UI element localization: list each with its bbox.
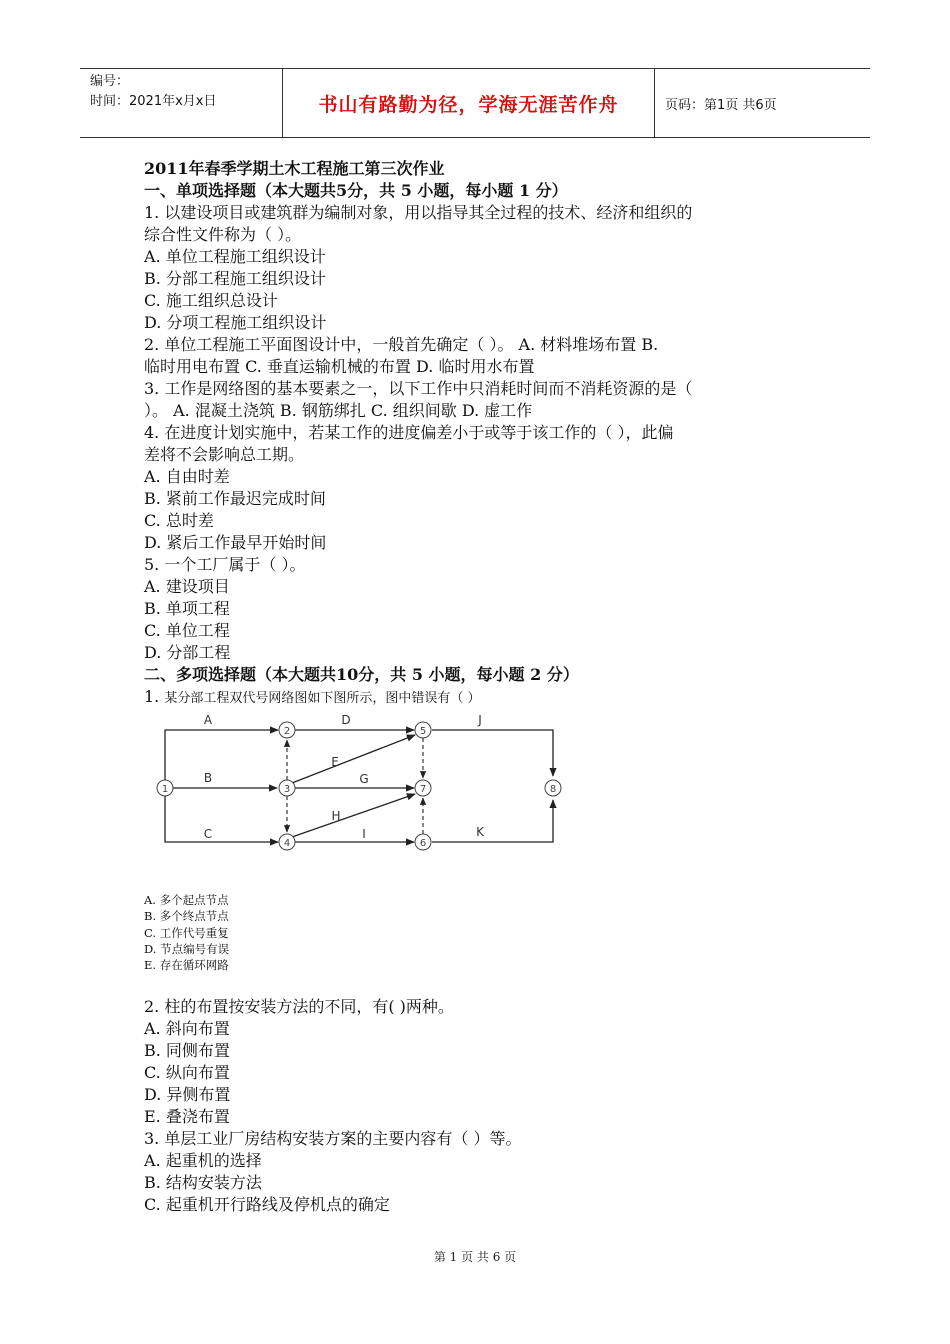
q4-option-d: D. 紧后工作最早开始时间 [144,533,327,552]
motto-text: 书山有路勤为径，学海无涯苦作舟 [318,93,619,116]
label-c: C [203,827,213,841]
mq2-option-d: D. 异侧布置 [144,1085,231,1104]
node-1-label: 1 [161,784,169,795]
edge-e [292,735,415,783]
mq3-option-a: A. 起重机的选择 [144,1151,262,1170]
document-body-continued [144,996,824,1216]
mq1-option-a: A. 多个起点节点 [144,893,229,907]
label-a: A [203,713,213,727]
label-b: B [203,771,213,785]
page-footer: 第 1 页 共 6 页 [433,1250,517,1264]
q4-option-c: C. 总时差 [144,511,214,530]
q2-text-1: 2. 单位工程施工平面图设计中，一般首先确定（ ）。 A. 材料堆场布置 B. [144,335,659,354]
q4-option-a: A. 自由时差 [144,467,230,486]
mq3-option-b: B. 结构安装方法 [144,1173,262,1192]
node-8-label: 8 [549,784,557,795]
mq2-option-b: B. 同侧布置 [144,1041,230,1060]
q1-option-b: B. 分部工程施工组织设计 [144,269,326,288]
edge-j [432,730,553,776]
section-2-heading: 二、多项选择题（本大题共10分，共 5 小题，每小题 2 分） [144,665,579,684]
label-i: I [362,827,366,841]
node-3-label: 3 [283,784,291,795]
q1-text-1: 1. 以建设项目或建筑群为编制对象，用以指导其全过程的技术、经济和组织的 [144,203,693,222]
mq1-option-b: B. 多个终点节点 [144,909,229,924]
mq1-option-d: D. 节点编号有误 [144,941,230,956]
mq1-options [144,892,544,973]
mq2-option-c: C. 纵向布置 [144,1063,230,1082]
q4-text-2: 差将不会影响总工期。 [144,445,305,464]
q1-option-a: A. 单位工程施工组织设计 [144,247,326,266]
q5-option-c: C. 单位工程 [144,621,230,640]
mq2-option-a: A. 斜向布置 [144,1019,230,1038]
header-motto [282,69,655,137]
q2-text-2: 临时用电布置 C. 垂直运输机械的布置 D. 临时用水布置 [144,357,535,376]
q3-text-2: ）。 A. 混凝土浇筑 B. 钢筋绑扎 C. 组织间歇 D. 虚工作 [144,401,533,420]
label-j: J [478,713,482,727]
q5-text: 5. 一个工厂属于（ ）。 [144,555,306,574]
q3-text-1: 3. 工作是网络图的基本要素之一，以下工作中只消耗时间而不消耗资源的是（ [144,379,693,398]
q1-option-d: D. 分项工程施工组织设计 [144,313,327,332]
network-diagram [150,710,590,860]
q4-text-1: 4. 在进度计划实施中，若某工作的进度偏差小于或等于该工作的（ ），此偏 [144,423,674,442]
node-6-label: 6 [419,838,427,849]
label-k: K [476,825,484,839]
mq1-number: 1. [144,687,160,706]
mq1-option-c: C. 工作代号重复 [144,925,229,940]
mq2-text: 2. 柱的布置按安装方法的不同，有( )两种。 [144,997,454,1016]
mq1-question: 某分部工程双代号网络图如下图所示，图中错误有（ ） [164,691,481,706]
label-h: H [331,809,341,823]
document-body [144,158,824,710]
header-meta [80,69,282,137]
time-label: 时间：2021年x月x日 [90,94,217,109]
page-header [80,68,870,138]
mq1-text [144,686,824,710]
node-5-label: 5 [419,726,427,737]
header-page-info: 页码：第1页 共6页 [665,97,777,113]
label-e: E [331,755,339,769]
node-4-label: 4 [283,838,291,849]
q5-option-d: D. 分部工程 [144,643,231,662]
q5-option-a: A. 建设项目 [144,577,230,596]
edge-h [292,794,415,837]
mq2-option-e: E. 叠浇布置 [144,1107,230,1126]
node-2-label: 2 [283,726,291,737]
mq3-option-c: C. 起重机开行路线及停机点的确定 [144,1195,390,1214]
mq1-option-e: E. 存在循环网路 [144,958,229,973]
label-d: D [341,713,351,727]
edge-c [165,796,278,842]
mq3-text: 3. 单层工业厂房结构安装方案的主要内容有（ ）等。 [144,1129,522,1148]
label-g: G [359,772,369,786]
number-label: 编号： [90,74,130,89]
doc-title: 2011年春季学期土木工程施工第三次作业 [144,159,445,178]
edge-a [165,730,278,788]
node-7-label: 7 [419,784,427,795]
q5-option-b: B. 单项工程 [144,599,230,618]
section-1-heading: 一、单项选择题（本大题共5分，共 5 小题，每小题 1 分） [144,181,568,200]
edge-k [432,800,553,842]
q1-text-2: 综合性文件称为（ ）。 [144,225,302,244]
q1-option-c: C. 施工组织总设计 [144,291,278,310]
q4-option-b: B. 紧前工作最迟完成时间 [144,489,326,508]
